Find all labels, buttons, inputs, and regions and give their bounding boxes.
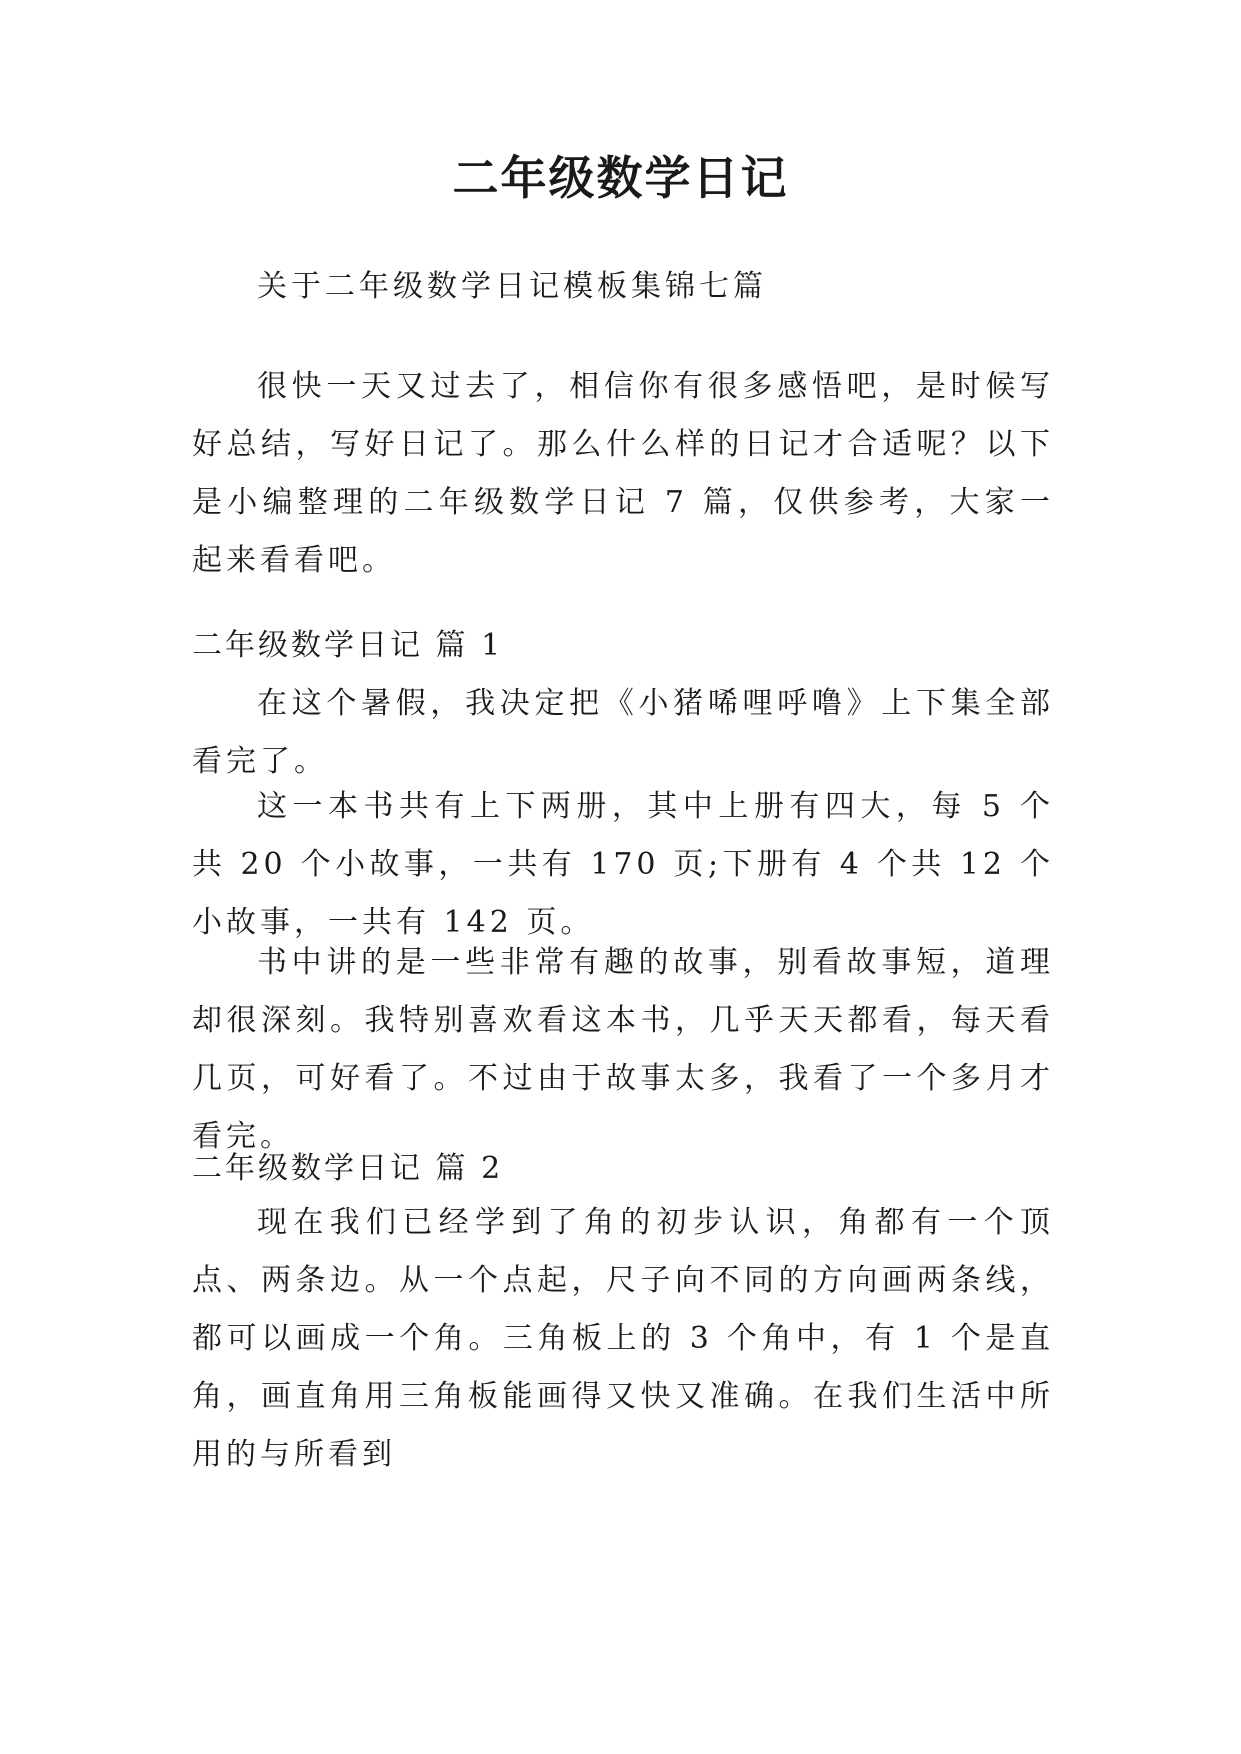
- intro-paragraph: 很快一天又过去了，相信你有很多感悟吧，是时候写好总结，写好日记了。那么什么样的日记才合适呢？以下是小编整理的二年级数学日记 7 篇，仅供参考，大家一起来看看吧。: [192, 369, 1054, 578]
- section-1-paragraph-3: 书中讲的是一些非常有趣的故事，别看故事短，道理却很深刻。我特别喜欢看这本书，几乎天天都看，每天看几页，可好看了。不过由于故事太多，我看了一个多月才看完。: [192, 945, 1054, 1154]
- section-2-paragraph-1: 现在我们已经学到了角的初步认识，角都有一个顶点、两条边。从一个点起，尺子向不同的方向画两条线，都可以画成一个角。三角板上的 3 个角中，有 1 个是直角，画直角用三角板能画得又快又准确。在我们生活中所用的与所看到: [192, 1205, 1054, 1472]
- section-1-paragraph-2: 这一本书共有上下两册，其中上册有四大，每 5 个共 20 个小故事，一共有 170 页;下册有 4 个共 12 个小故事，一共有 142 页。: [192, 789, 1054, 940]
- document-title: 二年级数学日记: [452, 151, 789, 205]
- section-1-paragraph-1: 在这个暑假，我决定把《小猪唏哩呼噜》上下集全部看完了。: [192, 686, 1054, 779]
- section-heading-1: 二年级数学日记 篇 1: [192, 628, 504, 663]
- section-heading-2: 二年级数学日记 篇 2: [192, 1151, 504, 1186]
- document-subtitle: 关于二年级数学日记模板集锦七篇: [257, 269, 767, 304]
